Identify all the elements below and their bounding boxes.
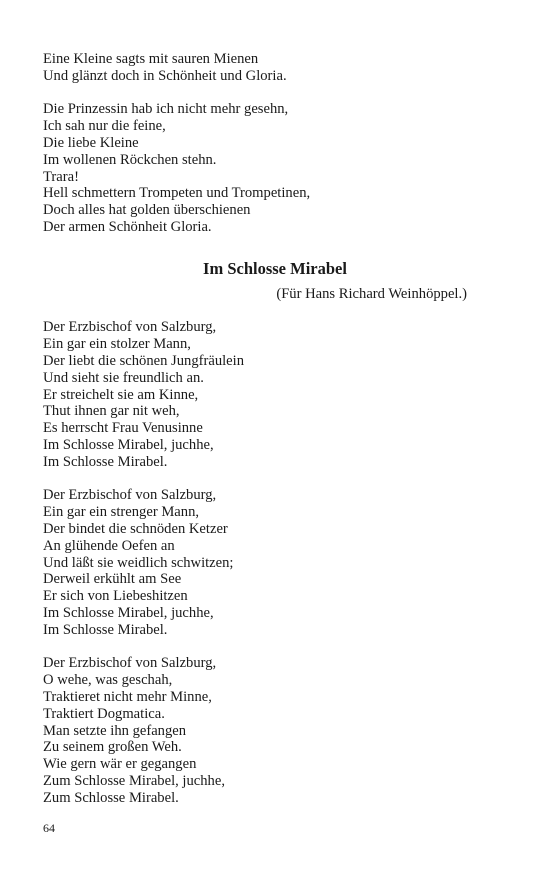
stanza-3 (43, 319, 244, 471)
verse-line: Der armen Schönheit Gloria. (43, 219, 212, 236)
verse-line: Im Schlosse Mirabel, juchhe, (43, 437, 214, 454)
verse-line: Die liebe Kleine (43, 134, 139, 151)
verse-line: Und glänzt doch in Schönheit und Gloria. (43, 67, 287, 84)
stanza-4 (43, 487, 233, 639)
verse-line: Zu seinem großen Weh. (43, 739, 182, 756)
verse-line: Zum Schlosse Mirabel. (43, 790, 179, 807)
verse-line: Zum Schlosse Mirabel, juchhe, (43, 773, 225, 790)
verse-line: Die Prinzessin hab ich nicht mehr gesehn, (43, 101, 289, 117)
verse-line: Der liebt die schönen Jungfräulein (43, 352, 245, 369)
verse-line: Im Schlosse Mirabel. (43, 622, 168, 639)
verse-line: Er streichelt sie am Kinne, (43, 386, 199, 403)
verse-line: Im Schlosse Mirabel. (43, 454, 168, 471)
verse-line: Der bindet die schnöden Ketzer (43, 520, 228, 537)
verse-line: Ein gar ein stolzer Mann, (43, 335, 191, 352)
verse-line: Und läßt sie weidlich schwitzen; (43, 554, 234, 571)
verse-line: Man setzte ihn gefangen (43, 722, 187, 739)
verse-line: Hell schmettern Trompeten und Trompetinen, (43, 185, 311, 202)
verse-line: Trara! (43, 168, 79, 185)
verse-line: Eine Kleine sagts mit sauren Mienen (43, 51, 259, 67)
verse-line: Der Erzbischof von Salzburg, (43, 487, 217, 503)
stanza-2 (43, 101, 310, 236)
verse-line: Er sich von Liebeshitzen (43, 588, 188, 605)
verse-line: Es herrscht Frau Venusinne (43, 420, 203, 437)
verse-line: An glühende Oefen an (43, 537, 175, 554)
verse-line: Traktiert Dogmatica. (43, 705, 165, 722)
verse-line: Der Erzbischof von Salzburg, (43, 655, 217, 671)
verse-line: Wie gern wär er gegangen (43, 756, 197, 773)
verse-line: Im Schlosse Mirabel, juchhe, (43, 605, 214, 622)
verse-line: Ein gar ein strenger Mann, (43, 503, 200, 520)
verse-line: Ich sah nur die feine, (43, 117, 166, 134)
poem-dedication: (Für Hans Richard Weinhöppel.) (276, 286, 467, 302)
verse-line: Doch alles hat golden überschienen (43, 202, 251, 219)
verse-line: Derweil erkühlt am See (43, 571, 182, 588)
verse-line: Der Erzbischof von Salzburg, (43, 319, 217, 335)
stanza-1 (43, 51, 287, 85)
verse-line: Traktieret nicht mehr Minne, (43, 688, 212, 705)
verse-line: Und sieht sie freundlich an. (43, 369, 204, 386)
verse-line: O wehe, was geschah, (43, 671, 173, 688)
poem-title: Im Schlosse Mirabel (203, 259, 347, 278)
verse-line: Thut ihnen gar nit weh, (43, 403, 180, 420)
page-number: 64 (43, 821, 55, 835)
stanza-5 (43, 655, 225, 807)
verse-line: Im wollenen Röckchen stehn. (43, 151, 217, 168)
